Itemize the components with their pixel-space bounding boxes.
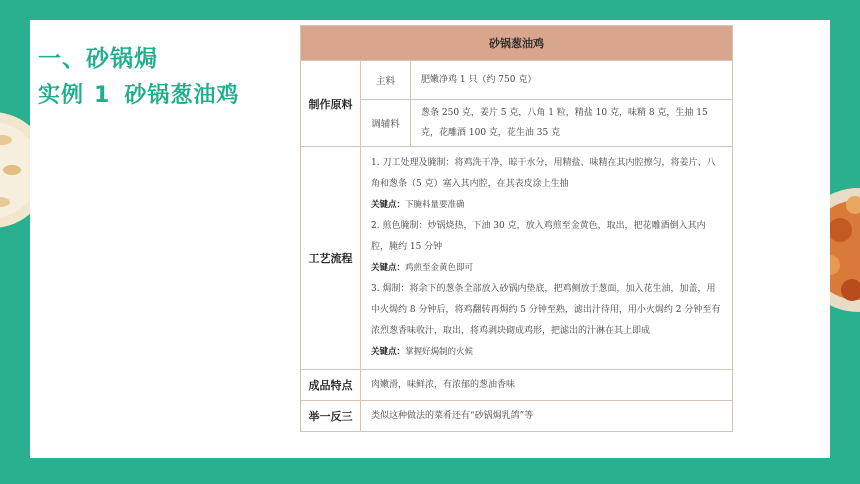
- example-name: 砂锅葱油鸡: [124, 83, 240, 108]
- key-point-2: [371, 258, 722, 279]
- table-row: [301, 61, 733, 100]
- key-point-3: [371, 342, 722, 363]
- aux-ingredient-label: 调辅料: [361, 100, 411, 147]
- features-label: 成品特点: [301, 370, 361, 401]
- process-label: 工艺流程: [301, 147, 361, 370]
- table-row: [301, 147, 733, 370]
- table-title: 砂锅葱油鸡: [301, 26, 733, 61]
- example-title: [38, 78, 239, 109]
- key-point-text: 下腌料量要准确: [405, 200, 465, 210]
- process-step-3: 3. 焗制：将余下的葱条全部放入砂锅内垫底，把鸡侧放于葱面，加入花生油，加盖，用中火焗约 8 分钟后，将鸡翻转再焗约 5 分钟至熟，滤出汁待用，用小火焗约 2 分钟至有浓烈葱香味收汁，取出，将鸡剥块砌成鸡形，把滤出的汁淋在其上即成: [371, 284, 721, 336]
- key-point-text: 掌握好焗制的火候: [405, 347, 474, 357]
- section-title: 一、砂锅焗: [38, 46, 158, 72]
- key-point-1: [371, 195, 722, 216]
- features-value: 肉嫩滑，味鲜浓，有浓郁的葱油香味: [361, 370, 733, 401]
- process-step-2: 2. 煎色腌制：炒锅烧热，下油 30 克，放入鸡煎至金黄色，取出，把花雕酒倒入其内腔，腌约 15 分钟: [371, 221, 706, 252]
- table-row: [301, 401, 733, 432]
- process-step-1: 1. 刀工处理及腌制：将鸡洗干净，晾干水分，用精盐、味精在其内腔擦匀，将姜片、八角和葱条（5 克）塞入其内腔，在其表皮涂上生抽: [371, 158, 716, 189]
- food-decoration-left: [0, 90, 34, 250]
- key-point-label: 关键点：: [371, 200, 406, 210]
- table-row: [301, 370, 733, 401]
- example-prefix: 实例: [38, 83, 85, 108]
- extension-value: 类似这种做法的菜肴还有“砂锅焗乳鸽”等: [361, 401, 733, 432]
- extension-label: 举一反三: [301, 401, 361, 432]
- ingredients-label: 制作原料: [301, 61, 361, 147]
- main-ingredient-label: 主料: [361, 61, 411, 100]
- key-point-label: 关键点：: [371, 263, 406, 273]
- aux-ingredient-value: 葱条 250 克，姜片 5 克，八角 1 粒，精盐 10 克，味精 8 克，生抽 15 克，花雕酒 100 克，花生油 35 克: [411, 100, 733, 147]
- table-row: [301, 100, 733, 147]
- process-content: [361, 147, 733, 370]
- key-point-label: 关键点：: [371, 347, 406, 357]
- example-number: 1: [94, 83, 111, 108]
- main-ingredient-value: 肥嫩净鸡 1 只（约 750 克）: [411, 61, 733, 100]
- key-point-text: 鸡煎至金黄色即可: [405, 263, 474, 273]
- table-title-row: [301, 26, 733, 61]
- recipe-table: [300, 25, 733, 432]
